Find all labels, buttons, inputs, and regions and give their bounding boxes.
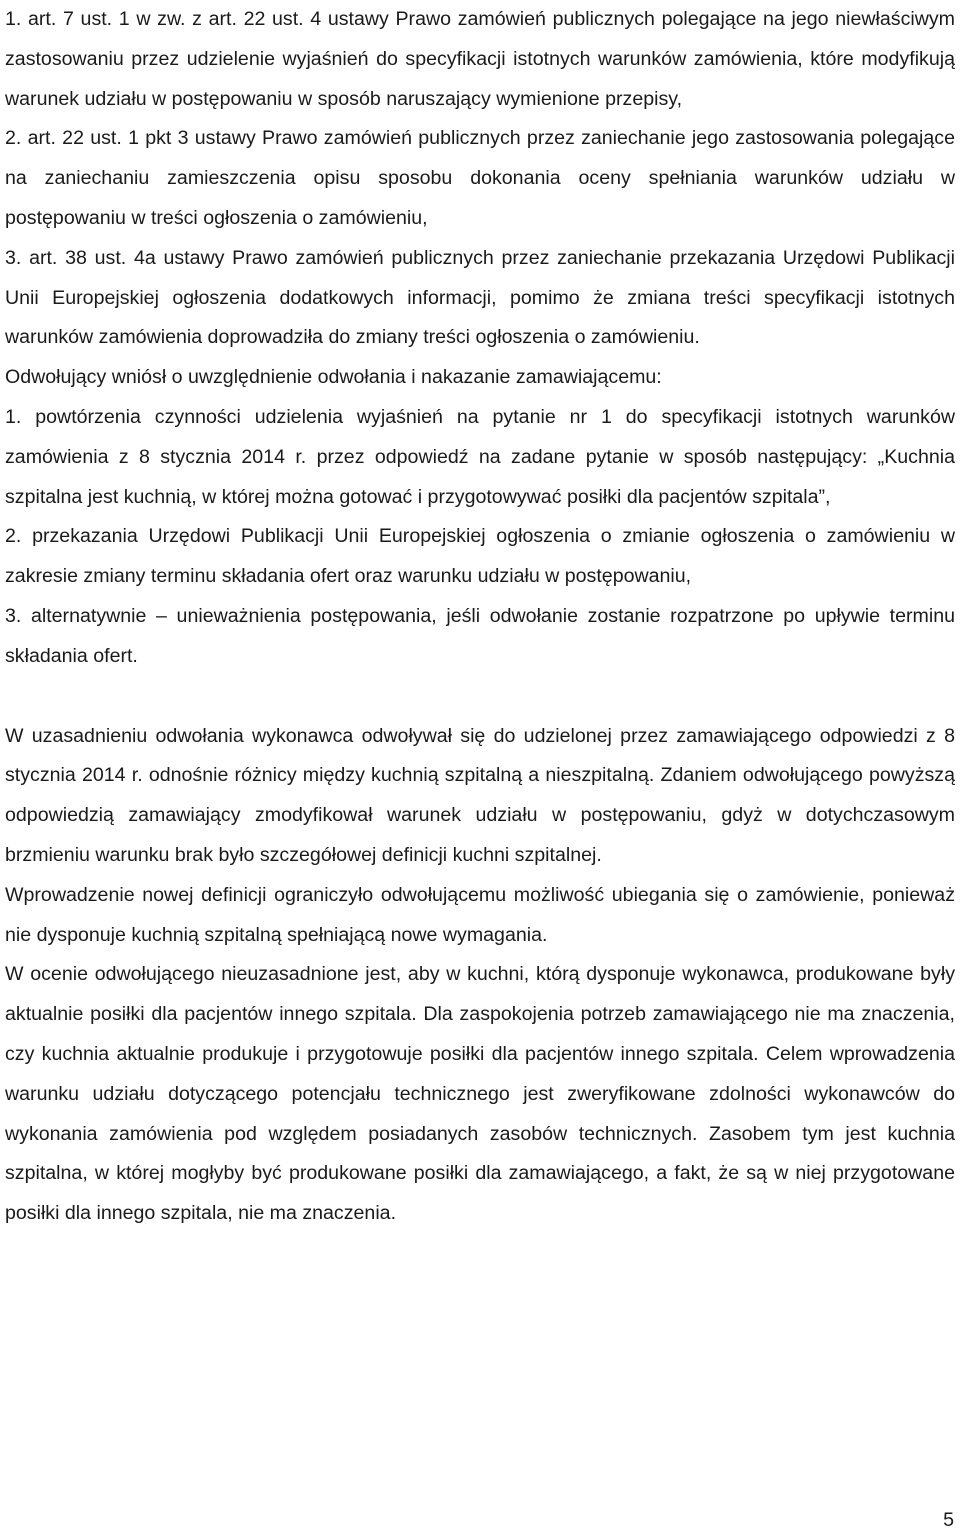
paragraph-request-3: 3. alternatywnie – unieważnienia postępowania, jeśli odwołanie zostanie rozpatrzone po upływie terminu składania ofert. (5, 604, 955, 667)
paragraph-item-2: 2. art. 22 ust. 1 pkt 3 ustawy Prawo zamówień publicznych przez zaniechanie jego zastosowania polegające na zaniechaniu zamieszczenia opisu sposobu dokonania oceny spełniania warunków udziału w postępowaniu w treści ogłoszenia o zamówieniu, (5, 127, 955, 229)
paragraph-request-1: 1. powtórzenia czynności udzielenia wyjaśnień na pytanie nr 1 do specyfikacji istotnych warunków zamówienia z 8 stycznia 2014 r. przez odpowiedź na zadane pytanie w sposób następujący: „Kuchnia szpitalna jest kuchnią, w której można gotować i przygotowywać posiłki dla pacjentów szpitala”, (5, 405, 955, 508)
paragraph-item-3: 3. art. 38 ust. 4a ustawy Prawo zamówień publicznych przez zaniechanie przekazania Urzędowi Publikacji Unii Europejskiej ogłoszenia dodatkowych informacji, pomimo że zmiana treści specyfikacji istotnych warunków zamówienia doprowadziła do zmiany treści ogłoszenia o zamówieniu. (5, 246, 955, 349)
paragraph-assessment: W ocenie odwołującego nieuzasadnione jest, aby w kuchni, którą dysponuje wykonawca, produkowane były aktualnie posiłki dla pacjentów innego szpitala. Dla zaspokojenia potrzeb zamawiającego nie ma znaczenia, czy kuchnia aktualnie produkuje i przygotowuje posiłki dla pacjentów innego szpitala. Celem wprowadzenia warunku udziału dotyczącego potencjału technicznego jest zweryfikowane zdolności wykonawców do wykonania zamówienia pod względem posiadanych zasobów technicznych. Zasobem tym jest kuchnia szpitalna, w której mogłyby być produkowane posiłki dla zamawiającego, a fakt, że są w niej przygotowane posiłki dla innego szpitala, nie ma znaczenia. (5, 963, 955, 1225)
section-spacer (5, 677, 955, 717)
page-number: 5 (943, 1509, 954, 1531)
paragraph-request-intro: Odwołujący wniósł o uwzględnienie odwołania i nakazanie zamawiającemu: (5, 366, 662, 389)
paragraph-justification: W uzasadnieniu odwołania wykonawca odwoływał się do udzielonej przez zamawiającego odpowiedzi z 8 stycznia 2014 r. odnośnie różnicy między kuchnią szpitalną a nieszpitalną. Zdaniem odwołującego powyższą odpowiedzią zamawiający zmodyfikował warunek udziału w postępowaniu, gdyż w dotychczasowym brzmieniu warunku brak było szczegółowej definicji kuchni szpitalnej. (5, 724, 955, 866)
paragraph-item-1: 1. art. 7 ust. 1 w zw. z art. 22 ust. 4 ustawy Prawo zamówień publicznych polegające na jego niewłaściwym zastosowaniu przez udzielenie wyjaśnień do specyfikacji istotnych warunków zamówienia, które modyfikują warunek udziału w postępowaniu w sposób naruszający wymienione przepisy, (5, 8, 955, 110)
document-page (5, 0, 955, 1234)
paragraph-new-definition: Wprowadzenie nowej definicji ograniczyło odwołującemu możliwość ubiegania się o zamówienie, ponieważ nie dysponuje kuchnią szpitalną spełniającą nowe wymagania. (5, 883, 955, 946)
paragraph-request-2: 2. przekazania Urzędowi Publikacji Unii Europejskiej ogłoszenia o zmianie ogłoszenia o zamówieniu w zakresie zmiany terminu składania ofert oraz warunku udziału w postępowaniu, (5, 525, 955, 588)
